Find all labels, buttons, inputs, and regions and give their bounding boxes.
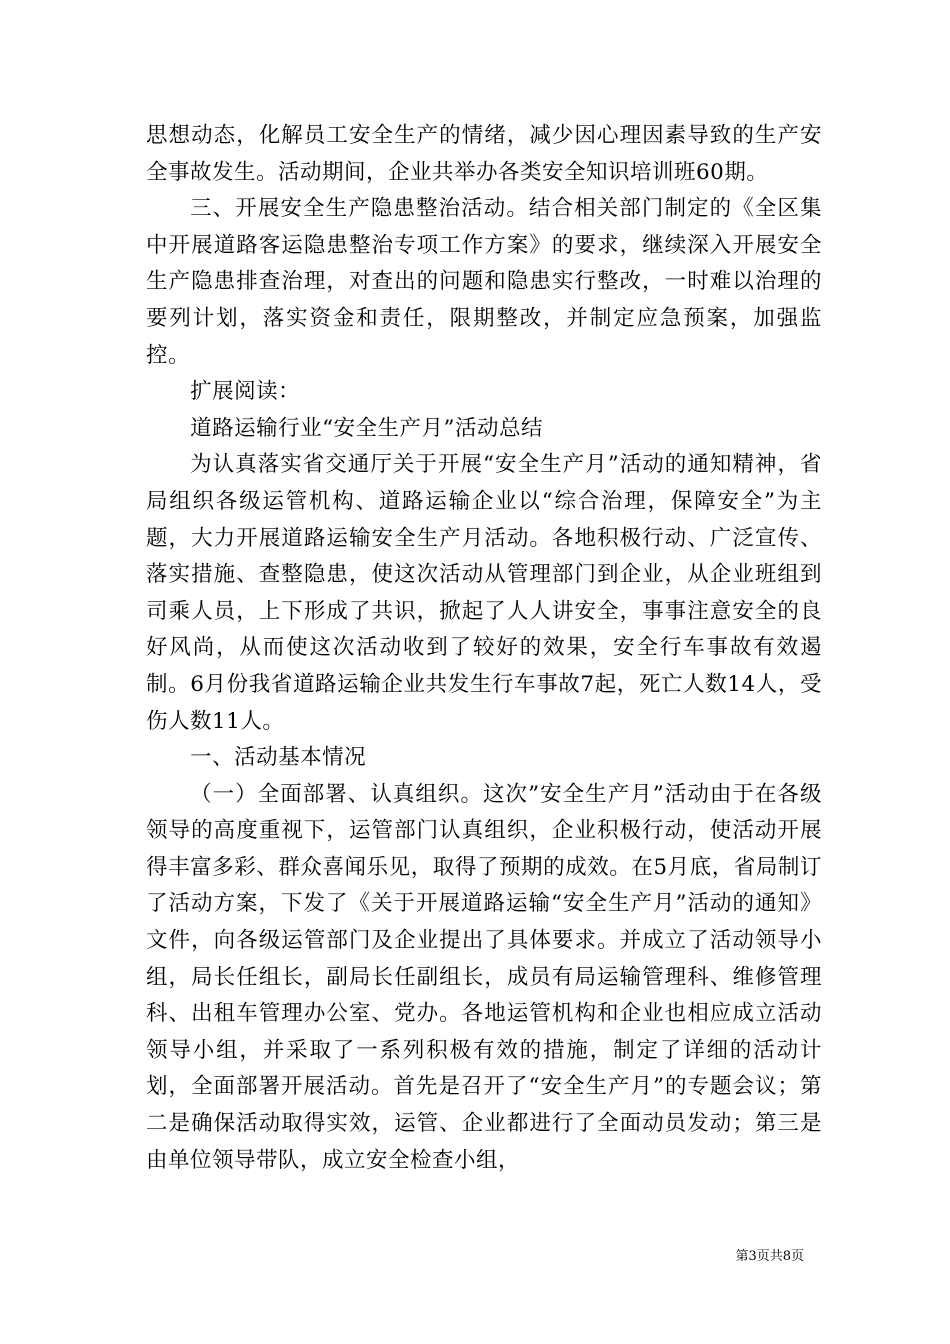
paragraph-continuation: 思想动态，化解员工安全生产的情绪，减少因心理因素导致的生产安全事故发生。活动期间，企业共举办各类安全知识培训班60期。 xyxy=(146,123,822,185)
page-number: 第3页共8页 xyxy=(735,1249,804,1264)
paragraph-hazard-rectification: 三、开展安全生产隐患整治活动。结合相关部门制定的《全区集中开展道路客运隐患整治专项工作方案》的要求，继续深入开展安全生产隐患排查治理，对查出的问题和隐患实行整改，一时难以治理的要列计划，落实资金和责任，限期整改，并制定应急预案，加强监控。 xyxy=(146,196,822,368)
section-title: 道路运输行业“安全生产月”活动总结 xyxy=(190,415,544,441)
section-heading: 一、活动基本情况 xyxy=(190,745,367,771)
paragraph-deployment: （一）全面部署、认真组织。这次”安全生产月”活动由于在各级领导的高度重视下，运管部门认真组织，企业积极行动，使活动开展得丰富多彩、群众喜闻乐见，取得了预期的成效。在5月底，省局制订了活动方案，下发了《关于开展道路运输“安全生产月”活动的通知》文件，向各级运管部门及企业提出了具体要求。并成立了活动领导小组，局长任组长，副局长任副组长，成员有局运输管理科、维修管理科、出租车管理办公室、党办。各地运管机构和企业也相应成立活动领导小组，并采取了一系列积极有效的措施，制定了详细的活动计划，全面部署开展活动。首先是召开了“安全生产月”的专题会议；第二是确保活动取得实效，运管、企业都进行了全面动员发动；第三是由单位领导带队，成立安全检查小组， xyxy=(146,781,822,1173)
paragraph-intro: 为认真落实省交通厅关于开展“安全生产月”活动的通知精神，省局组织各级运管机构、道路运输企业以“综合治理，保障安全”为主题，大力开展道路运输安全生产月活动。各地积极行动、广泛宣传、落实措施、查整隐患，使这次活动从管理部门到企业，从企业班组到司乘人员，上下形成了共识，掀起了人人讲安全，事事注意安全的良好风尚，从而使这次活动收到了较好的效果，安全行车事故有效遏制。6月份我省道路运输企业共发生行车事故7起，死亡人数14人，受伤人数11人。 xyxy=(146,452,822,734)
paragraph-extended-reading: 扩展阅读： xyxy=(190,379,301,405)
document-body xyxy=(146,118,822,1179)
